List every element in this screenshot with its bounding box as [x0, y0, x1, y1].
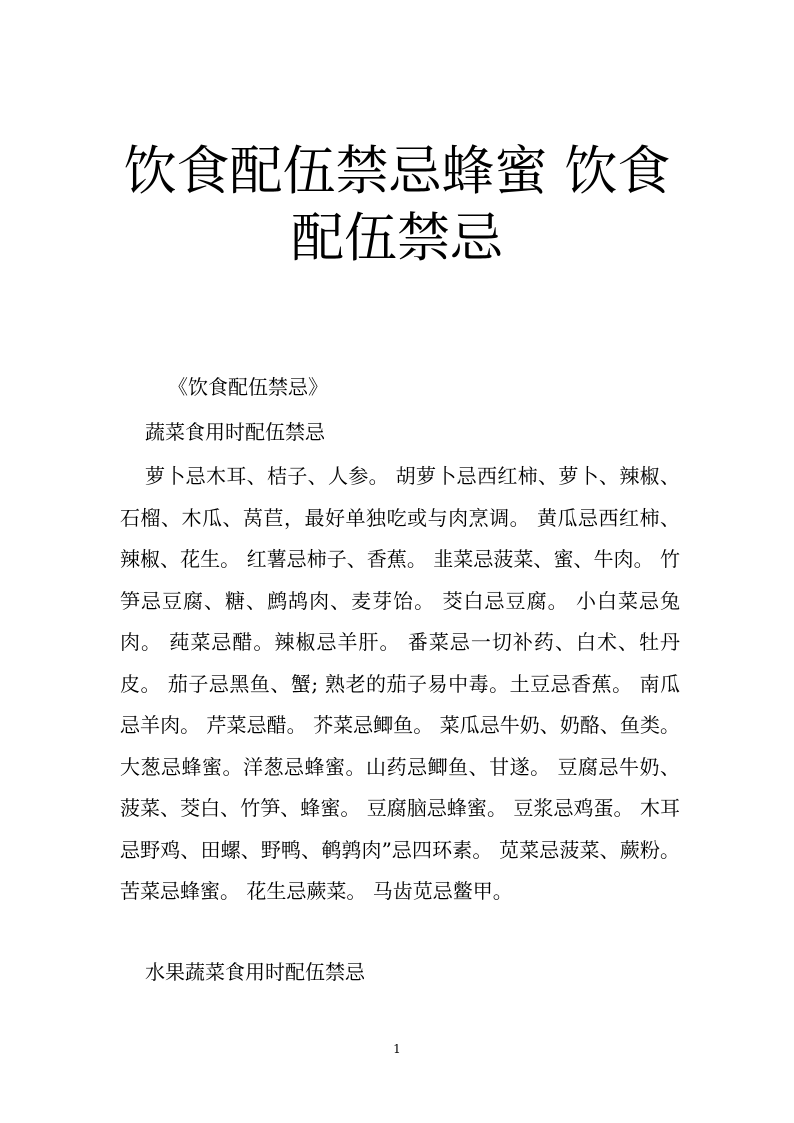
document-subtitle: 《饮食配伍禁忌》: [168, 375, 328, 399]
section-heading-vegetables: 蔬菜食用时配伍禁忌: [145, 420, 325, 444]
section-heading-fruits-vegetables: 水果蔬菜食用时配伍禁忌: [145, 960, 365, 984]
section-body-vegetables: 萝卜忌木耳、桔子、人参。 胡萝卜忌西红柿、萝卜、辣椒、石榴、木瓜、莴苣，最好单独吃或与肉烹调。 黄瓜忌西红柿、辣椒、花生。 红薯忌柿子、香蕉。 韭菜忌菠菜、蜜、牛肉。 竹笋忌豆腐、糖、鹧鸪肉、麦芽饴。 茭白忌豆腐。 小白菜忌兔肉。 莼菜忌醋。辣椒忌羊肝。 番菜忌一切补药、白术、牡丹皮。 茄子忌黑鱼、蟹; 熟老的茄子易中毒。土豆忌香蕉。 南瓜忌羊肉。 芹菜忌醋。 芥菜忌鲫鱼。 菜瓜忌牛奶、奶酪、鱼类。 大葱忌蜂蜜。洋葱忌蜂蜜。山药忌鲫鱼、甘遂。 豆腐忌牛奶、菠菜、茭白、竹笋、蜂蜜。 豆腐脑忌蜂蜜。 豆浆忌鸡蛋。 木耳忌野鸡、田螺、野鸭、鹌鹑肉”忌四环素。 苋菜忌菠菜、蕨粉。 苦菜忌蜂蜜。 花生忌蕨菜。 马齿苋忌鳖甲。: [120, 464, 680, 903]
page-number: 1: [393, 1042, 401, 1056]
document-title: 饮食配伍禁忌蜂蜜 饮食配伍禁忌: [123, 141, 671, 269]
